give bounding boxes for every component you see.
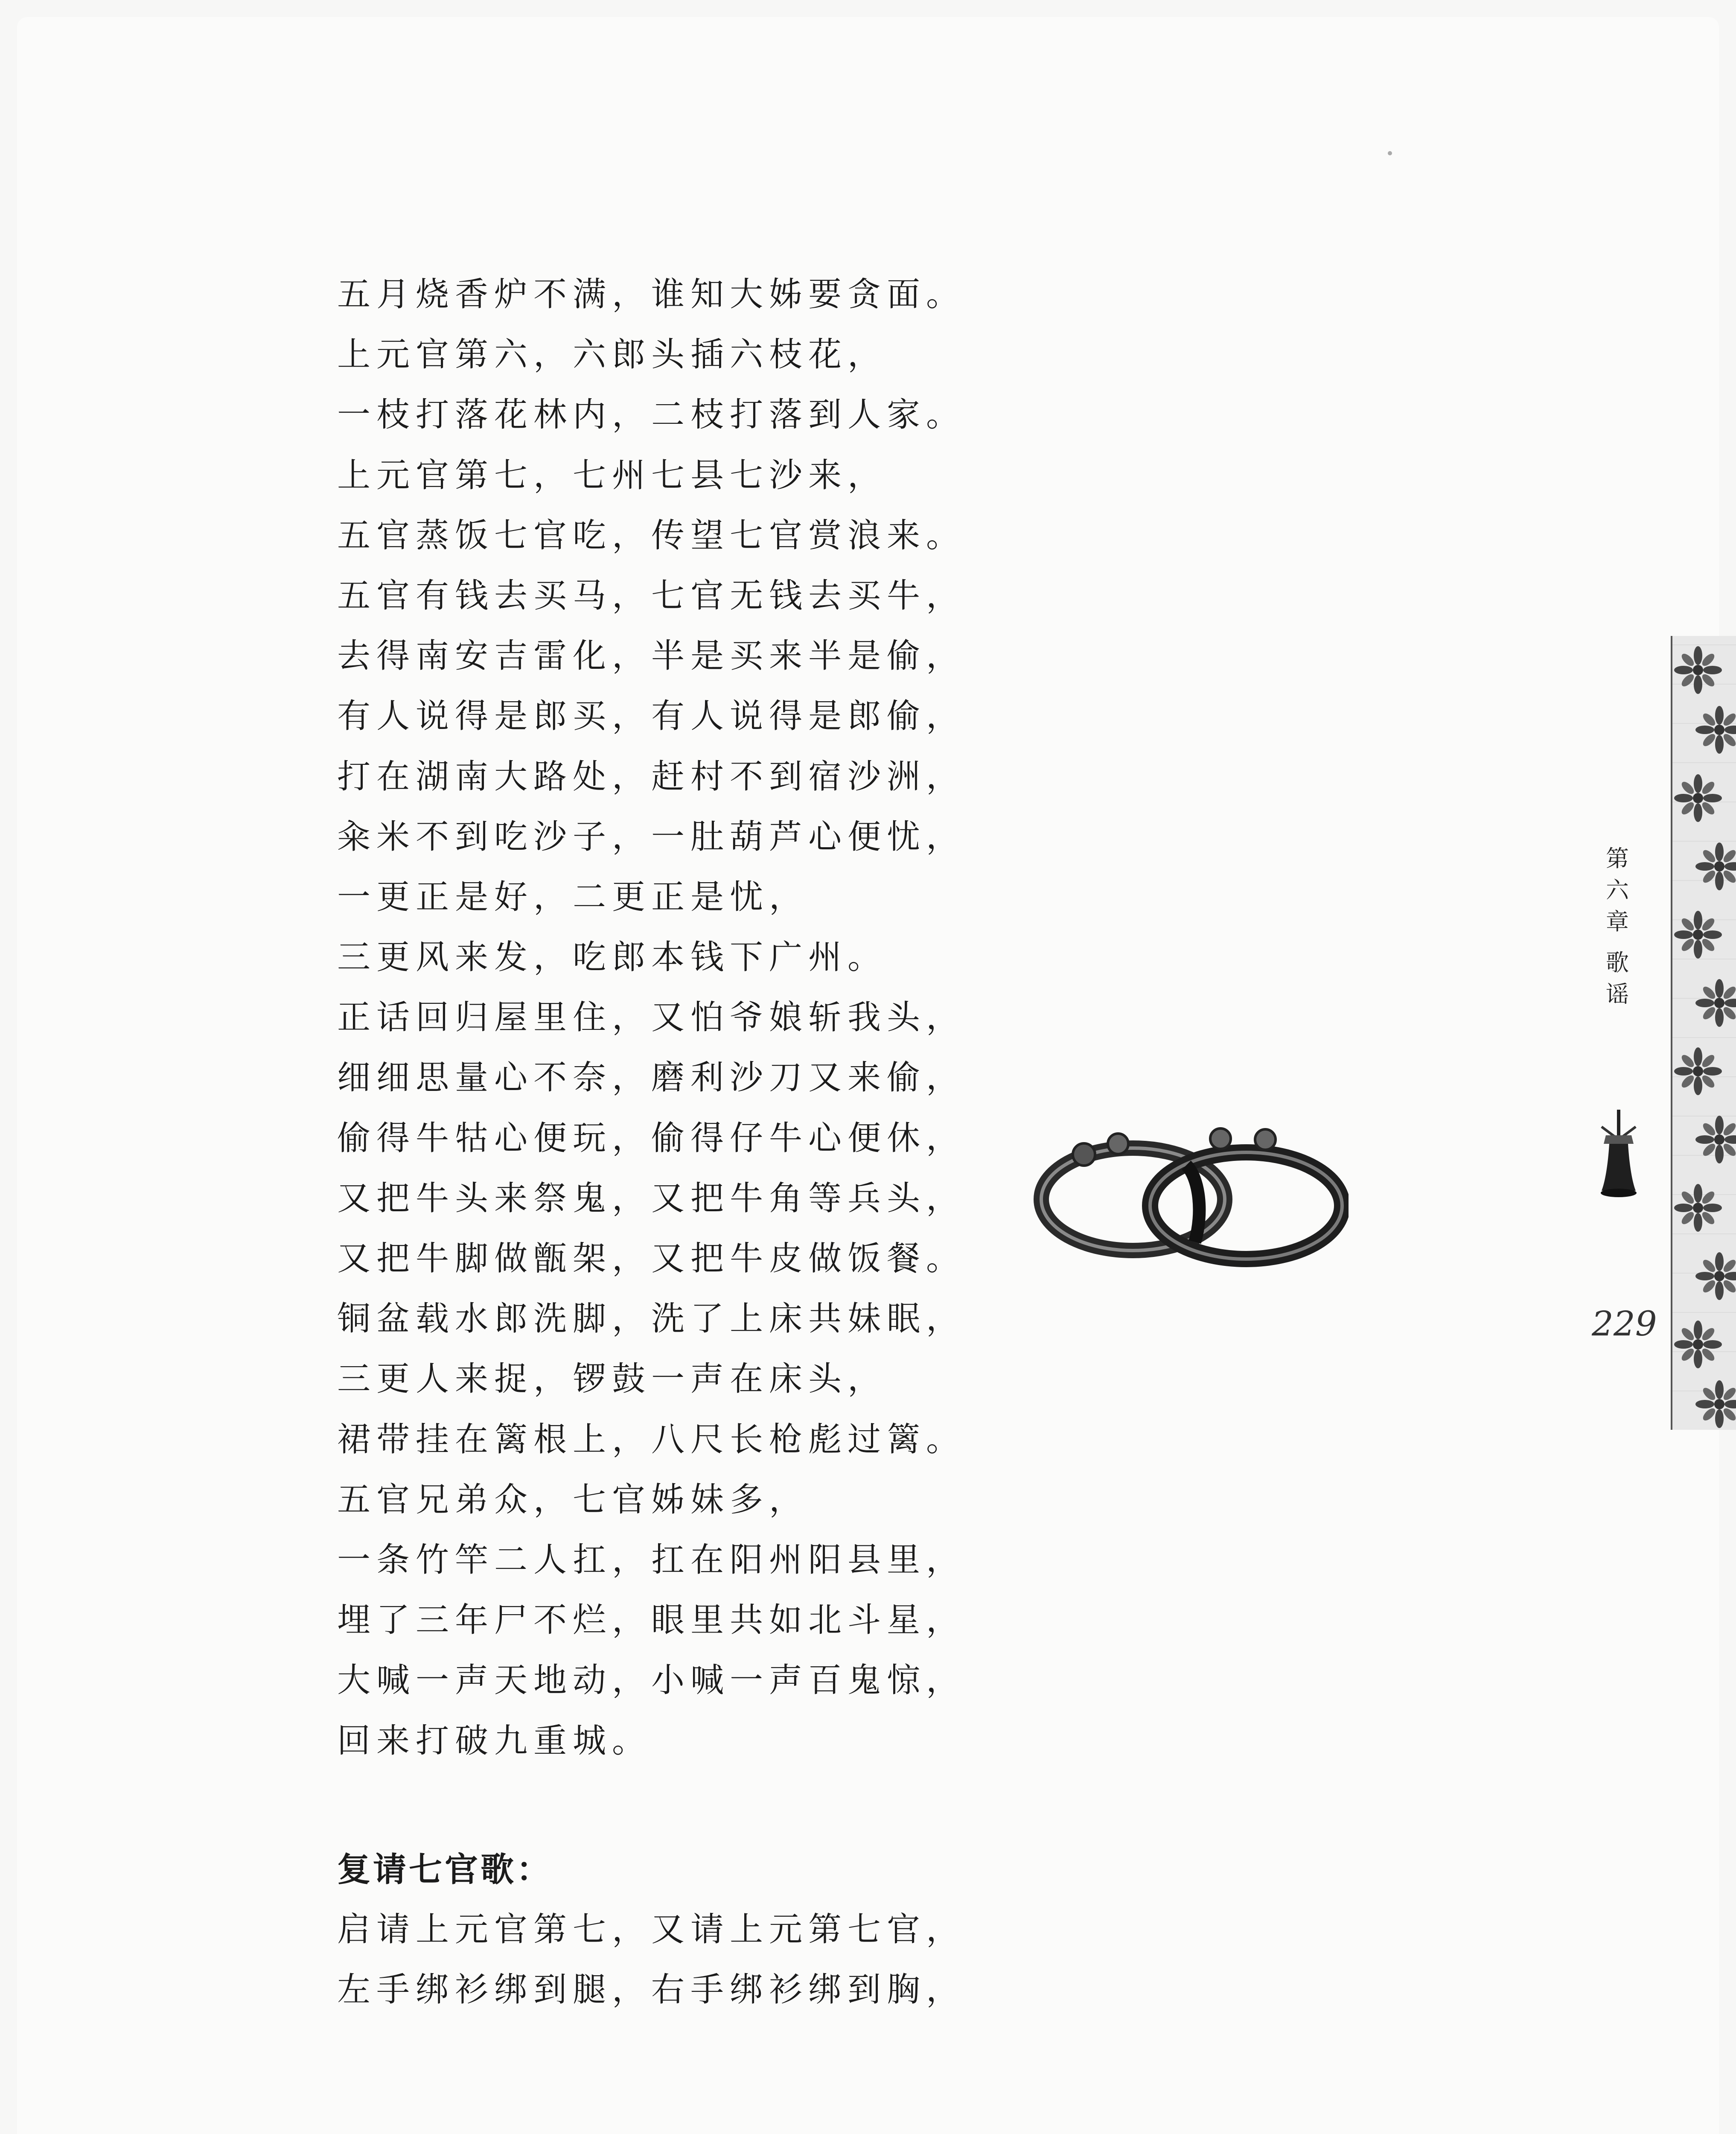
verse-block (337, 265, 966, 1771)
speck (1388, 151, 1392, 155)
verse-line: 细细思量心不奈，磨利沙刀又来偷， (337, 1058, 966, 1097)
verse-line: 五官有钱去买马，七官无钱去买牛， (337, 576, 966, 615)
section-heading: 复请七官歌： (337, 1850, 553, 1889)
section-line: 左手绑衫绑到腿，右手绑衫绑到胸， (337, 1971, 966, 2009)
verse-line: 一条竹竿二人扛，扛在阳州阳县里， (337, 1540, 966, 1579)
verse-line: 打在湖南大路处，赶村不到宿沙洲， (337, 757, 966, 796)
verse-line: 一更正是好，二更正是忧， (337, 878, 809, 916)
verse-line: 五月烧香炉不满，谁知大姊要贪面。 (337, 275, 966, 314)
verse-line: 埋了三年尸不烂，眼里共如北斗星， (337, 1601, 966, 1640)
verse-line: 籴米不到吃沙子，一肚葫芦心便忧， (337, 817, 966, 856)
silver-bracelets-image (1033, 1114, 1349, 1276)
floral-border-pattern (1671, 636, 1736, 1430)
section-block (337, 1840, 966, 2020)
verse-line: 又把牛脚做甑架，又把牛皮做饭餐。 (337, 1239, 966, 1278)
verse-line: 偷得牛牯心便玩，偷得仔牛心便休， (337, 1119, 966, 1157)
page-number: 229 (1592, 1304, 1657, 1344)
verse-line: 正话回归屋里住，又怕爷娘斩我头， (337, 998, 966, 1037)
verse-line: 回来打破九重城。 (337, 1721, 652, 1760)
verse-line: 铜盆载水郎洗脚，洗了上床共妹眠， (337, 1300, 966, 1338)
verse-line: 有人说得是郎买，有人说得是郎偷， (337, 697, 966, 736)
verse-line: 五官蒸饭七官吃，传望七官赏浪来。 (337, 516, 966, 555)
verse-line: 大喊一声天地动，小喊一声百鬼惊， (337, 1661, 966, 1700)
verse-line: 去得南安吉雷化，半是买来半是偷， (337, 637, 966, 676)
verse-line: 裙带挂在篱根上，八尺长枪彪过篱。 (337, 1420, 966, 1459)
chapter-label (1600, 843, 1634, 1010)
verse-line: 三更风来发，吃郎本钱下广州。 (337, 938, 887, 977)
verse-line: 上元官第七，七州七县七沙来， (337, 456, 887, 495)
section-line: 启请上元官第七，又请上元第七官， (337, 1910, 966, 1949)
verse-line: 又把牛头来祭鬼，又把牛角等兵头， (337, 1179, 966, 1218)
verse-line: 五官兄弟众，七官姊妹多， (337, 1480, 809, 1519)
verse-line: 上元官第六，六郎头插六枝花， (337, 335, 887, 374)
verse-line: 一枝打落花林内，二枝打落到人家。 (337, 396, 966, 434)
bell-icon (1593, 1110, 1644, 1204)
verse-line: 三更人来捉，锣鼓一声在床头， (337, 1360, 887, 1399)
chapter-number: 第六章 (1606, 845, 1629, 935)
chapter-title: 歌谣 (1606, 949, 1629, 1008)
